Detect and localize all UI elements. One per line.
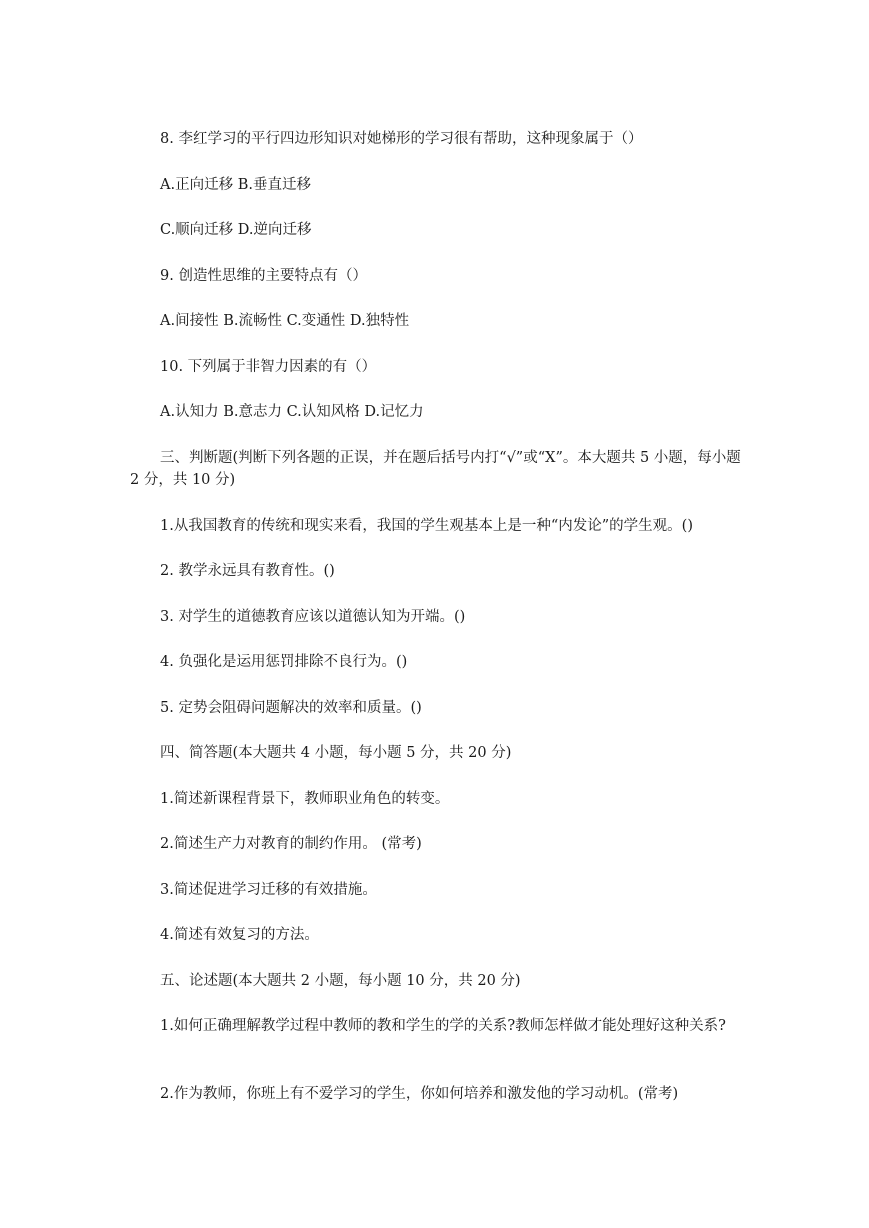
question-8-options-cd: C.顺向迁移 D.逆向迁移 [160,222,312,238]
question-9: 9. 创造性思维的主要特点有（） [160,268,367,284]
question-8-options-ab: A.正向迁移 B.垂直迁移 [160,177,311,193]
short-answer-question-1: 1.简述新课程背景下，教师职业角色的转变。 [160,791,450,807]
short-answer-question-3: 3.简述促进学习迁移的有效措施。 [160,882,377,898]
short-answer-question-2: 2.简述生产力对教育的制约作用。 (常考) [160,836,422,852]
essay-question-2: 2.作为教师，你班上有不爱学习的学生，你如何培养和激发他的学习动机。(常考) [160,1086,679,1102]
judge-question-2: 2. 教学永远具有教育性。() [160,563,335,579]
section-5-heading: 五、论述题(本大题共 2 小题，每小题 10 分，共 20 分) [160,973,521,989]
judge-question-4: 4. 负强化是运用惩罚排除不良行为。() [160,654,408,670]
question-10: 10. 下列属于非智力因素的有（） [160,359,377,375]
section-4-heading: 四、简答题(本大题共 4 小题，每小题 5 分，共 20 分) [160,745,512,761]
essay-question-1: 1.如何正确理解教学过程中教师的教和学生的学的关系?教师怎样做才能处理好这种关系? [160,1018,726,1034]
question-9-options: A.间接性 B.流畅性 C.变通性 D.独特性 [160,313,410,329]
judge-question-3: 3. 对学生的道德教育应该以道德认知为开端。() [160,609,466,625]
question-8: 8. 李红学习的平行四边形知识对她梯形的学习很有帮助，这种现象属于（） [160,131,643,147]
short-answer-question-4: 4.简述有效复习的方法。 [160,927,319,943]
question-10-options: A.认知力 B.意志力 C.认知风格 D.记忆力 [160,404,424,420]
judge-question-5: 5. 定势会阻碍问题解决的效率和质量。() [160,700,422,716]
section-3-heading: 三、判断题(判断下列各题的正误，并在题后括号内打“√”或“X”。本大题共 5 小题，每小题 2 分，共 10 分) [130,450,741,488]
judge-question-1: 1.从我国教育的传统和现实来看，我国的学生观基本上是一种“内发论”的学生观。() [160,518,693,534]
